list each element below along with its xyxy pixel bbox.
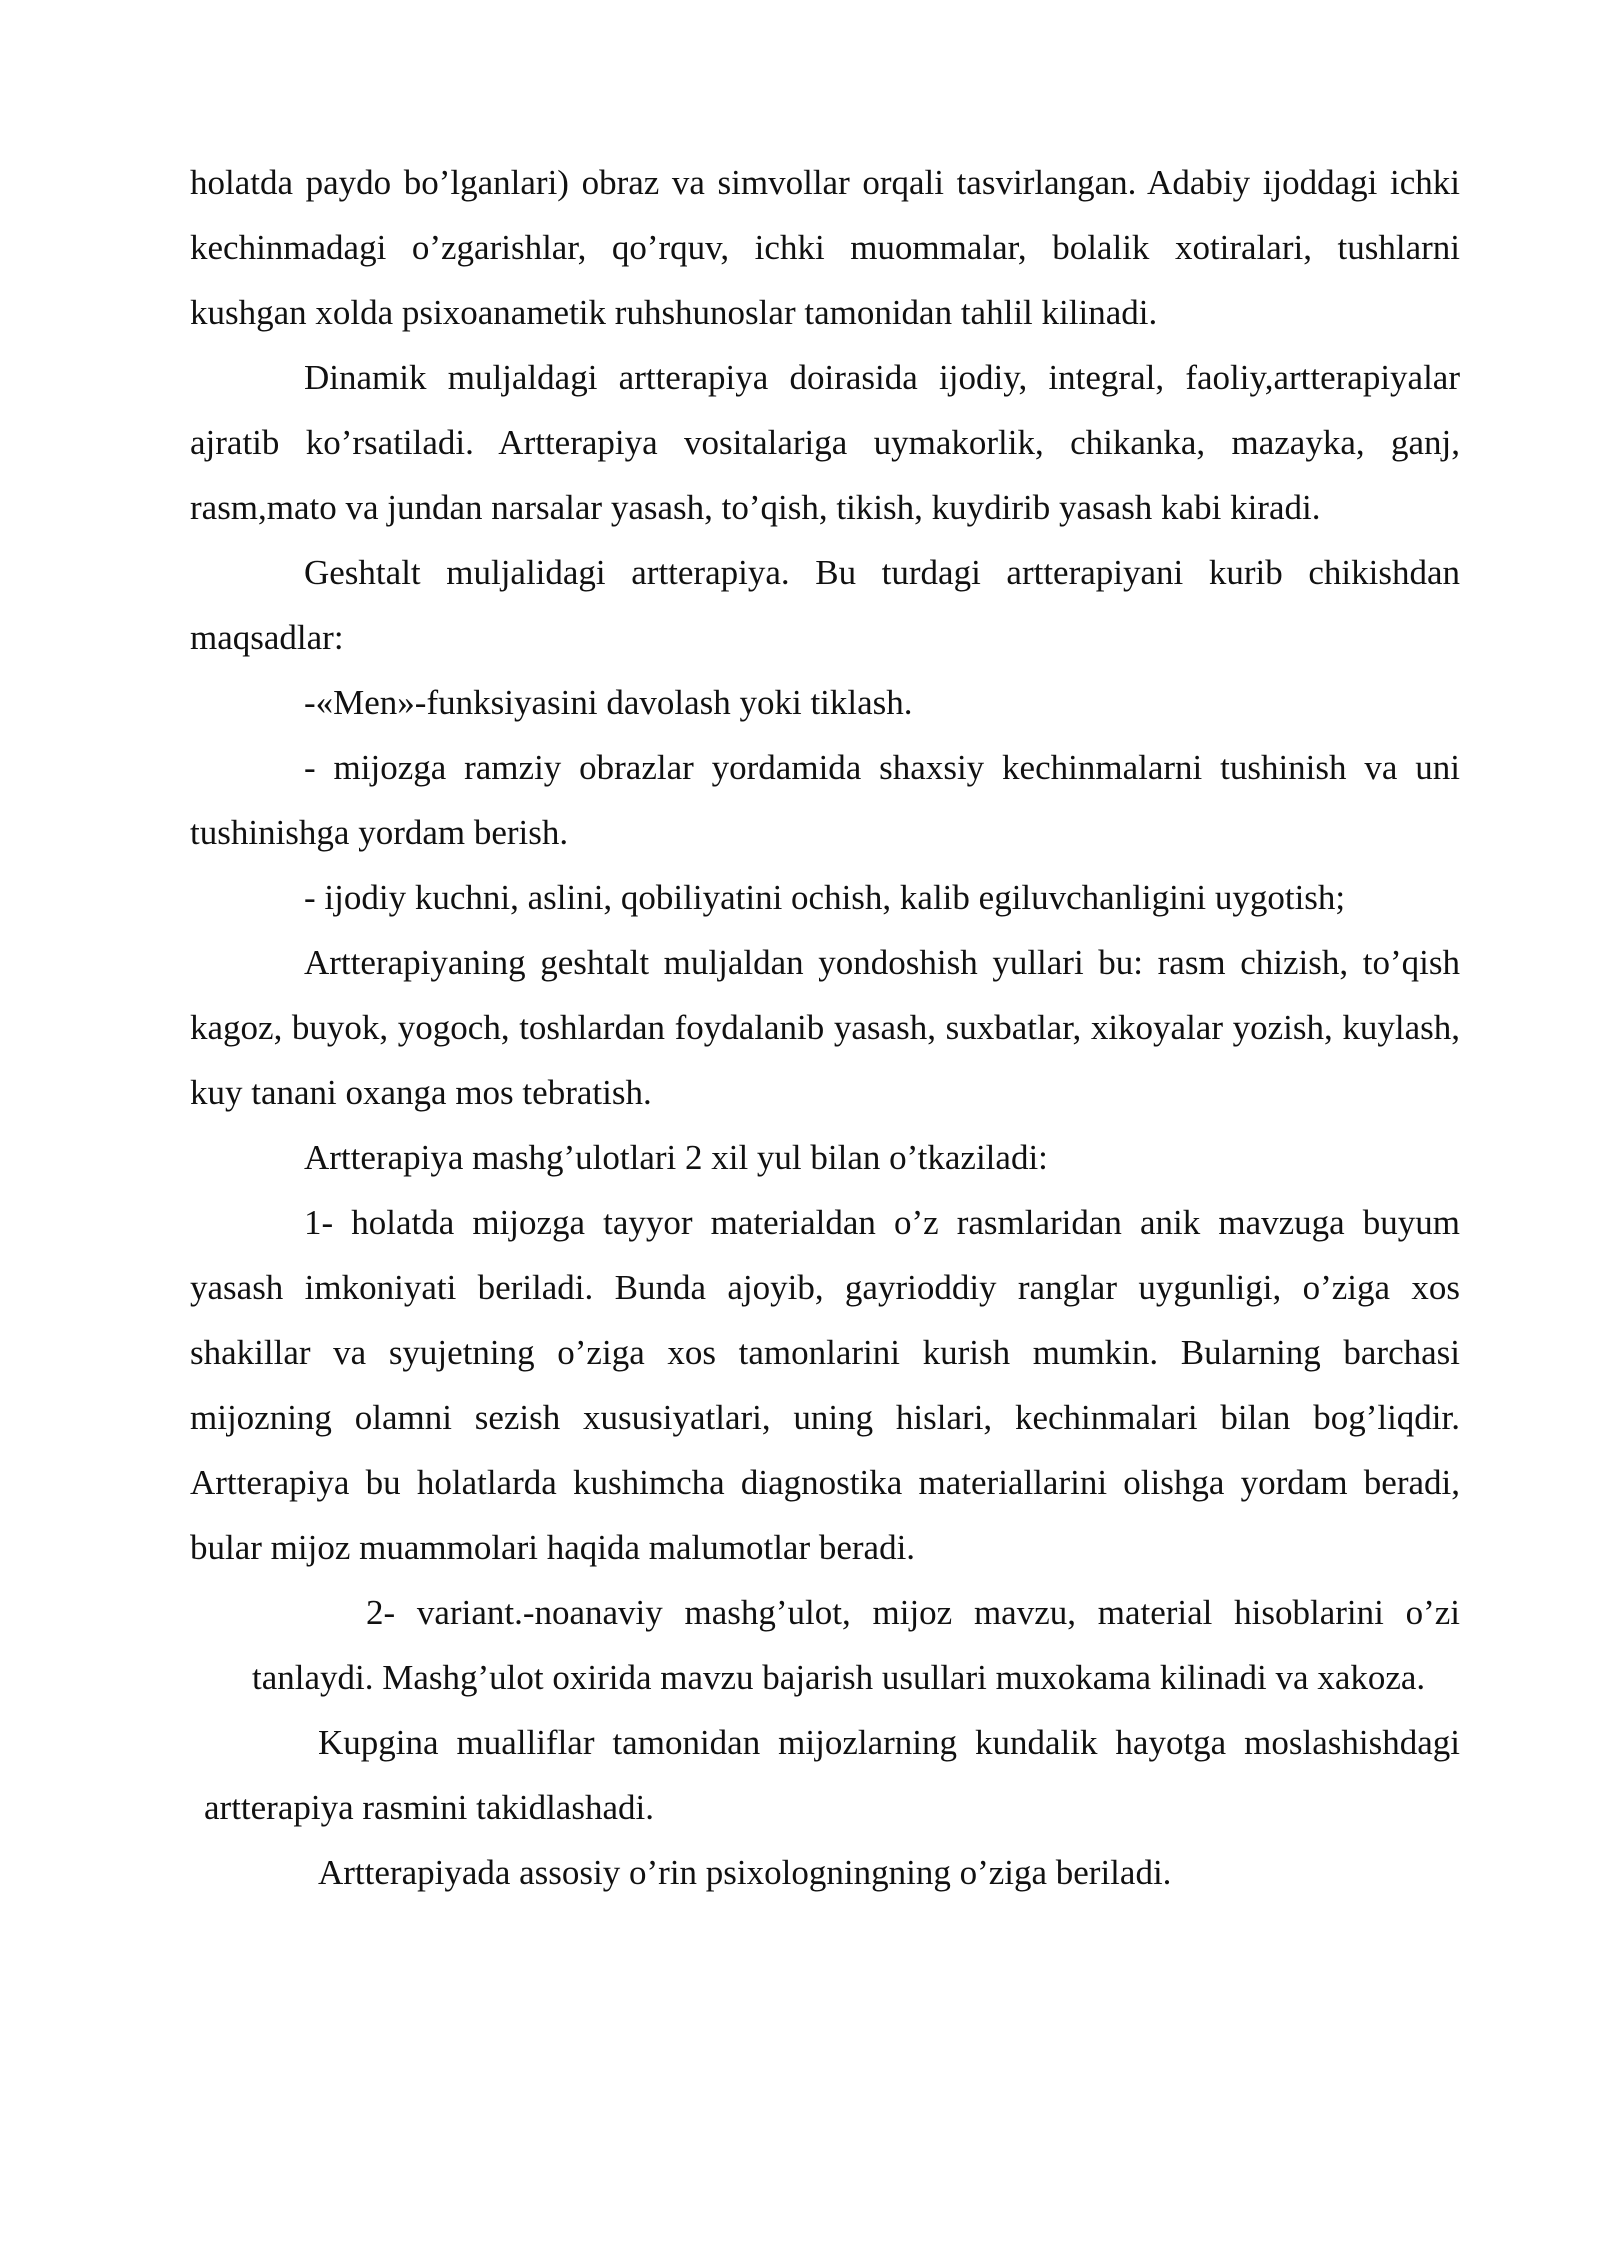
paragraph: 1- holatda mijozga tayyor materialdan o’z rasmlaridan anik mavzuga buyum yasash imkoniyati beriladi. Bunda ajoyib, gayrioddiy ranglar uygunligi, o’ziga xos shakillar va syujetning o’ziga xos tamonlarini kurish mumkin. Bularning barchasi mijozning olamni sezish xususiyatlari, uning hislari, kechinmalari bilan bog’liqdir. Artterapiya bu holatlarda kushimcha diagnostika materiallarini olishga yordam beradi, bular mijoz muammolari haqida malumotlar beradi. bbox=[190, 1203, 1460, 1567]
paragraph: Artterapiya mashg’ulotlari 2 xil yul bilan o’tkaziladi: bbox=[304, 1138, 1048, 1177]
list-item: - mijozga ramziy obrazlar yordamida shaxsiy kechinmalarni tushinish va uni tushinishga yordam berish. bbox=[190, 748, 1460, 852]
paragraph: Dinamik muljaldagi artterapiya doirasida ijodiy, integral, faoliy,artterapiyalar ajratib ko’rsatiladi. Artterapiya vositalariga uymakorlik, chikanka, mazayka, ganj, rasm,mato va jundan narsalar yasash, to’qish, tikish, kuydirib yasash kabi kiradi. bbox=[190, 358, 1460, 527]
list-item: -«Men»-funksiyasini davolash yoki tiklash. bbox=[304, 683, 913, 722]
paragraph: holatda paydo bo’lganlari) obraz va simvollar orqali tasvirlangan. Adabiy ijoddagi ichki kechinmadagi o’zgarishlar, qo’rquv, ichki muommalar, bolalik xotiralari, tushlarni kushgan xolda psixoanametik ruhshunoslar tamonidan tahlil kilinadi. bbox=[190, 163, 1460, 332]
paragraph: Artterapiyada assosiy o’rin psixologningning o’ziga beriladi. bbox=[318, 1853, 1172, 1892]
document-body bbox=[190, 150, 1460, 1905]
paragraph: 2- variant.-noanaviy mashg’ulot, mijoz mavzu, material hisoblarini o’zi tanlaydi. Mashg’ulot oxirida mavzu bajarish usullari muxokama kilinadi va xakoza. bbox=[252, 1593, 1460, 1697]
paragraph: Artterapiyaning geshtalt muljaldan yondoshish yullari bu: rasm chizish, to’qish kagoz, buyok, yogoch, toshlardan foydalanib yasash, suxbatlar, xikoyalar yozish, kuylash, kuy tanani oxanga mos tebratish. bbox=[190, 943, 1460, 1112]
paragraph: Geshtalt muljalidagi artterapiya. Bu turdagi artterapiyani kurib chikishdan maqsadlar: bbox=[190, 553, 1460, 657]
list-item: - ijodiy kuchni, aslini, qobiliyatini ochish, kalib egiluvchanligini uygotish; bbox=[304, 878, 1346, 917]
paragraph: Kupgina mualliflar tamonidan mijozlarning kundalik hayotga moslashishdagi artterapiya rasmini takidlashadi. bbox=[204, 1723, 1460, 1827]
